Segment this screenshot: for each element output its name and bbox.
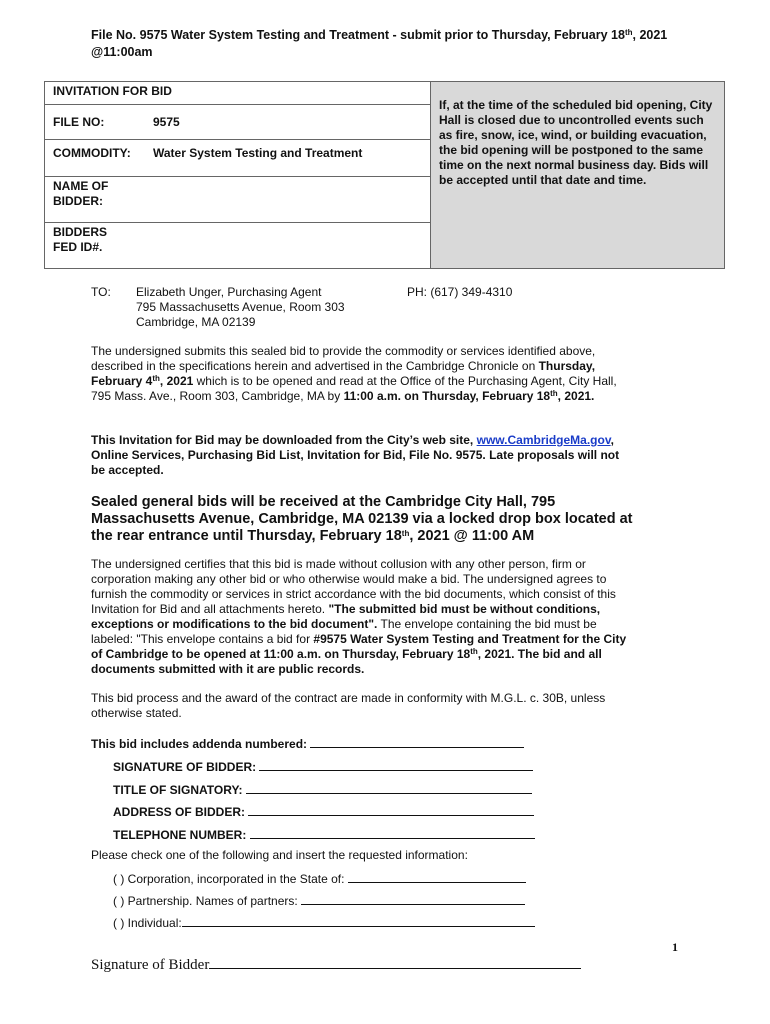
footer-signature-line[interactable]	[209, 954, 581, 969]
document-header	[91, 27, 691, 61]
row-divider	[45, 139, 430, 140]
page-number: 1	[672, 940, 678, 954]
signature-label: SIGNATURE OF BIDDER:	[113, 760, 257, 774]
certification-paragraph: The undersigned certifies that this bid is made without collusion with any other person, firm or corporation making any other bid or who otherwise would make a bid. The undersigned agrees to furnish the commodity or services in strict accordance with the bid documents, which consist of this Invitation for Bid and all attachments hereto. "The submitted bid must be without conditions, exceptions or modifications to the bid document". The envelope containing the bid must be labeled: "This envelope contains a bid for #9575 Water System Testing and Treatment for the City of Cambridge to be opened at 11:00 a.m. on Thursday, February 18th, 2021. The bid and all documents submitted with it are public records.	[91, 557, 627, 676]
header-line2: @11:00am	[91, 45, 153, 59]
addenda-input-line[interactable]	[310, 735, 524, 748]
row-divider	[45, 222, 430, 223]
partnership-input-line[interactable]	[301, 892, 525, 905]
header-line1: File No. 9575 Water System Testing and Treatment - submit prior to Thursday, February 18	[91, 28, 625, 42]
partnership-label: ( ) Partnership. Names of partners:	[113, 894, 298, 908]
closure-notice-cell	[431, 82, 724, 268]
footer-signature-field[interactable]	[91, 954, 581, 974]
submission-paragraph: The undersigned submits this sealed bid to provide the commodity or services identified above, described in the specifications herein and advertised in the Cambridge Chronicle on Thursday, February 4th, 2021 which is to be opened and read at the Office of the Purchasing Agent, City Hall, 795 Mass. Ave., Room 303, Cambridge, MA by 11:00 a.m. on Thursday, February 18th, 2021.	[91, 344, 617, 403]
signature-input-line[interactable]	[259, 758, 533, 771]
sealed-bids-notice: Sealed general bids will be received at the Cambridge City Hall, 795 Massachusetts Avenue, Cambridge, MA 02139 via a locked drop box located at the rear entrance until Thursday, February 18th, 2021 @ 11:00 AM	[91, 494, 633, 544]
header-line1-sup: th	[624, 28, 633, 37]
conformity-paragraph: This bid process and the award of the contract are made in conformity with M.G.L. c. 30B, unless otherwise stated.	[91, 691, 606, 720]
telephone-field[interactable]	[113, 826, 535, 842]
corporation-label: ( ) Corporation, incorporated in the State of:	[113, 872, 345, 886]
address-input-line[interactable]	[248, 803, 534, 816]
closure-notice: If, at the time of the scheduled bid opening, City Hall is closed due to uncontrolled events such as fire, snow, ice, wind, or building evacuation, the bid opening will be postponed to the same time on the next normal business day. Bids will be accepted until that date and time.	[439, 98, 713, 187]
commodity-value: Water System Testing and Treatment	[153, 146, 363, 160]
row-divider	[45, 104, 430, 105]
footer-signature-label: Signature of Bidder	[91, 957, 210, 973]
to-label: TO:	[91, 285, 111, 299]
address-label: ADDRESS OF BIDDER:	[113, 805, 246, 819]
partnership-option[interactable]	[113, 892, 525, 908]
check-instructions: Please check one of the following and insert the requested information:	[91, 848, 468, 862]
addenda-field[interactable]	[91, 735, 524, 751]
title-input-line[interactable]	[246, 781, 532, 794]
signature-field[interactable]	[113, 758, 533, 774]
title-field[interactable]	[113, 781, 532, 797]
row-divider	[45, 176, 430, 177]
telephone-input-line[interactable]	[250, 826, 535, 839]
addressee-phone: PH: (617) 349-4310	[407, 285, 513, 299]
addressee-block	[136, 285, 396, 330]
addressee-name: Elizabeth Unger, Purchasing Agent	[136, 285, 322, 299]
corporation-option[interactable]	[113, 870, 526, 886]
individual-label: ( ) Individual:	[113, 916, 182, 930]
bid-table-left-column	[45, 82, 431, 268]
telephone-label: TELEPHONE NUMBER:	[113, 828, 247, 842]
title-label: TITLE OF SIGNATORY:	[113, 783, 243, 797]
commodity-label: COMMODITY:	[53, 146, 131, 160]
individual-input-line[interactable]	[182, 914, 535, 927]
addenda-label: This bid includes addenda numbered:	[91, 737, 308, 751]
city-website-link[interactable]: www.CambridgeMa.gov	[476, 433, 611, 447]
bidder-fed-id-label: BIDDERS FED ID#.	[53, 225, 108, 254]
file-no-value: 9575	[153, 115, 180, 129]
bidder-name-label: NAME OF BIDDER:	[53, 179, 109, 208]
header-line1-post: , 2021	[632, 28, 668, 42]
download-paragraph: This Invitation for Bid may be downloaded from the City’s web site, www.CambridgeMa.gov, Online Services, Purchasing Bid List, Invitation for Bid, File No. 9575. Late proposals will not be accepted.	[91, 433, 620, 477]
invitation-for-bid-table	[44, 81, 725, 269]
file-no-label: FILE NO:	[53, 115, 105, 129]
corporation-input-line[interactable]	[348, 870, 526, 883]
bid-table-title: INVITATION FOR BID	[53, 84, 172, 98]
addressee-street: 795 Massachusetts Avenue, Room 303	[136, 300, 345, 314]
individual-option[interactable]	[113, 914, 535, 930]
address-field[interactable]	[113, 803, 534, 819]
addressee-city: Cambridge, MA 02139	[136, 315, 256, 329]
